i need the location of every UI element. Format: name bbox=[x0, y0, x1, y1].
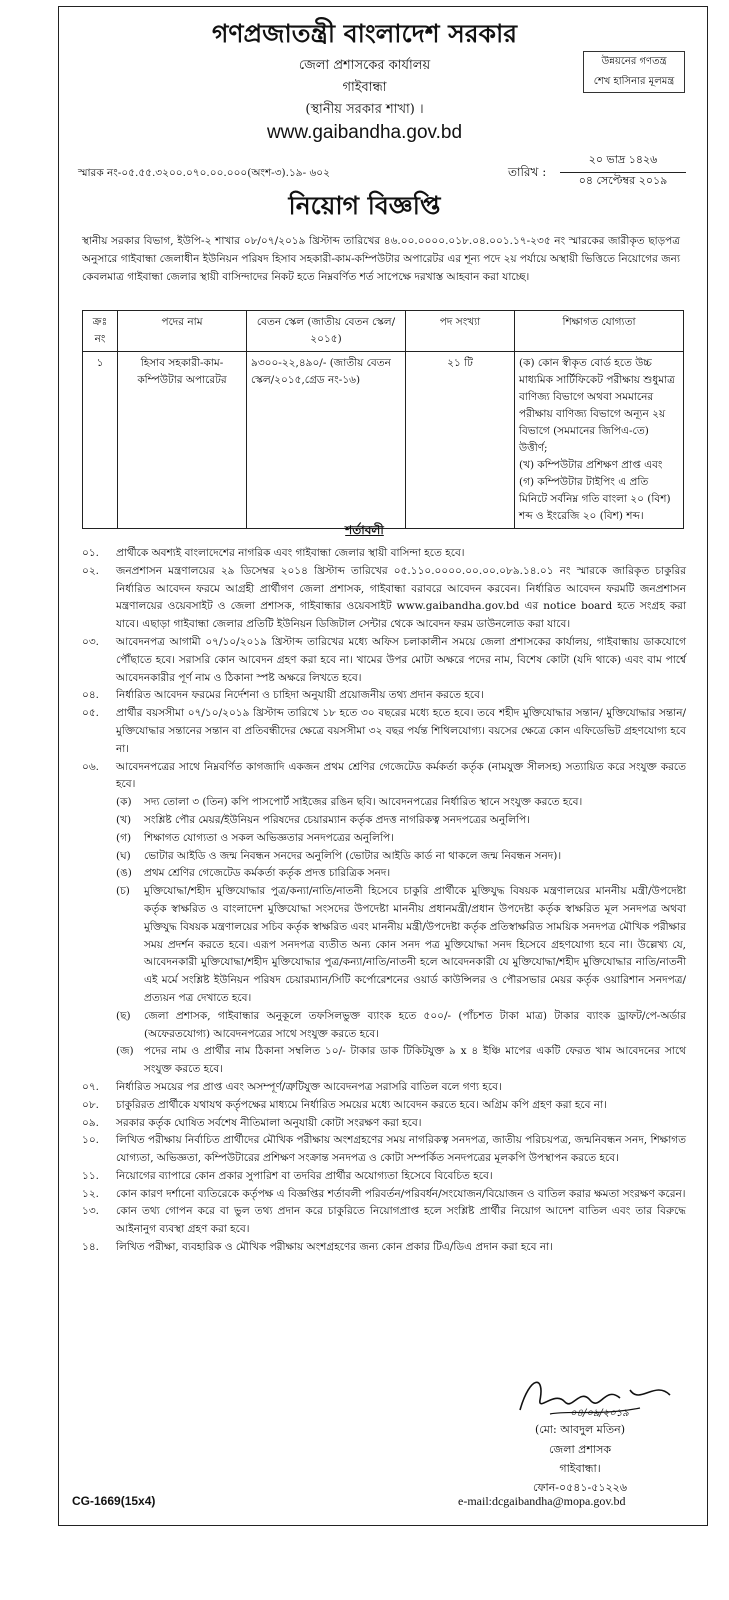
condition-number: ১২. bbox=[82, 1187, 99, 1200]
condition-number: ০১. bbox=[82, 547, 99, 559]
date-label: তারিখ : bbox=[508, 165, 547, 179]
table-header-row bbox=[83, 311, 684, 352]
col-count: পদ সংখ্যা bbox=[406, 311, 515, 352]
subcondition-item bbox=[116, 1043, 686, 1079]
subcondition-item bbox=[116, 865, 686, 883]
cell-post: হিসাব সহকারী-কাম-কম্পিউটার অপারেটর bbox=[118, 352, 247, 529]
signer-phone: ফোন-০৫৪১-৫১২২৬ bbox=[533, 1481, 627, 1494]
condition-item bbox=[78, 1079, 686, 1097]
condition-text: সরকার কর্তৃক ঘোষিত সর্বশেষ নীতিমালা অনুযায়ী কোটা সংরক্ষণ করা হবে। bbox=[116, 1116, 422, 1129]
slogan-box bbox=[583, 51, 685, 93]
condition-number: ০২. bbox=[82, 564, 99, 577]
condition-number: ০৭. bbox=[82, 1080, 99, 1093]
sub-label: (ছ) bbox=[116, 1009, 131, 1022]
condition-item bbox=[78, 1239, 686, 1257]
condition-text: নির্ধারিত আবেদন ফরমের নির্দেশনা ও চাহিদা অনুযায়ী প্রয়োজনীয় তথ্য প্রদান করতে হবে। bbox=[116, 689, 484, 702]
sub-text: শিক্ষাগত যোগ্যতা ও সকল অভিজ্ঞতার সনদপত্রের অনুলিপি। bbox=[144, 831, 394, 844]
sub-label: (খ) bbox=[116, 813, 132, 826]
subcondition-item bbox=[116, 812, 686, 830]
condition-text: লিখিত পরীক্ষায় নির্বাচিত প্রার্থীদের মৌখিক পরীক্ষায় অংশগ্রহণের সময় নাগরিকত্ব সনদপত্র, জাতীয় পরিচয়পত্র, জন্মনিবন্ধন সনদ, শিক্ষাগত যোগ্যতা, অভিজ্ঞতা, কম্পিউটারের প্রশিক্ষণ সংক্রান্ত সনদপত্র ও কোটা সম্পর্কিত সনদপত্রের মূলকপি উপস্থাপন করতে হবে। bbox=[116, 1134, 686, 1165]
condition-number: ১৪. bbox=[82, 1241, 99, 1254]
sub-text: মুক্তিযোদ্ধা/শহীদ মুক্তিযোদ্ধার পুত্র/কন্যা/নাতি/নাতনী হিসেবে চাকুরি প্রার্থীকে মুক্তিযুদ্ধ বিষয়ক মন্ত্রণালয়ের মাননীয় মন্ত্রী/উপদেষ্টা কর্তৃক স্বাক্ষরিত ও বাংলাদেশ মুক্তিযোদ্ধা সংসদের উপদেষ্টা মাননীয় প্রধানমন্ত্রী/প্রধান উপদেষ্টা কর্তৃক স্বাক্ষরিত মূল সনদপত্র অথবা মুক্তিযুদ্ধ বিষয়ক মন্ত্রণালয়ের সচিব কর্তৃক স্বাক্ষরিত এবং মাননীয় মন্ত্রী/উপদেষ্টা কর্তৃক প্রতিস্বাক্ষরিত সাময়িক সনদপত্র মৌখিক পরীক্ষার সময় প্রদর্শন করতে হবে। এরূপ সনদপত্র ব্যতীত অন্য কোন সনদ পত্র মুক্তিযোদ্ধা সনদ হিসেবে গ্রহণযোগ্য হবে না। উল্লেখ্য যে, আবেদনকারী মুক্তিযোদ্ধা/শহীদ মুক্তিযোদ্ধার পুত্র/কন্যা/নাতি/নাতনী হলে আবেদনকারী যে মুক্তিযোদ্ধা/শহীদ মুক্তিযোদ্ধার নাতি/নাতনী এই মর্মে সংশ্লিষ্ট ইউনিয়ন পরিষদ চেয়ারম্যান/সিটি কর্পোরেশনের ওয়ার্ড কাউন্সিলর ও পৌরসভার মেয়র কর্তৃক ওয়ারিশান সনদপত্র/প্রত্যয়ন পত্র দেখাতে হবে। bbox=[144, 885, 686, 1004]
table-row bbox=[83, 352, 684, 529]
sub-label: (চ) bbox=[116, 885, 130, 898]
intro-paragraph: স্থানীয় সরকার বিভাগ, ইউপি-২ শাখার ০৮/০৭/২০১৯ খ্রিস্টাব্দ তারিখের ৪৬.০০.০০০০.০১৮.০৪.০০১.১৭-২৩৫ নং স্মারকের জারীকৃত ছাড়পত্র অনুসারে গাইবান্ধা জেলাধীন ইউনিয়ন পরিষদ হিসাব সহকারী-কাম-কম্পিউটার অপারেটর এর শূন্য পদে ২য় পর্যায়ে অস্থায়ী ভিত্তিতে নিয়োগের জন্য কেবলমাত্র গাইবান্ধা জেলার স্থায়ী বাসিন্দাদের নিকট হতে নিম্নবর্ণিত শর্ত সাপেক্ষে দরখাস্ত আহবান করা যাচ্ছে। bbox=[82, 235, 680, 283]
date-bangla: ২০ ভাদ্র ১৪২৬ bbox=[560, 151, 686, 173]
government-heading: গণপ্রজাতন্ত্রী বাংলাদেশ সরকার bbox=[212, 19, 517, 48]
subcondition-item bbox=[116, 848, 686, 866]
condition-item bbox=[78, 705, 686, 758]
district-name: গাইবান্ধা bbox=[342, 80, 387, 95]
posts-table bbox=[82, 310, 684, 529]
condition-text bbox=[116, 759, 686, 1079]
qualification-item: (খ) কম্পিউটার প্রশিক্ষণ প্রাপ্ত এবং bbox=[519, 459, 663, 471]
condition-item bbox=[78, 634, 686, 687]
signer-designation: জেলা প্রশাসক bbox=[548, 1443, 612, 1456]
signature-date: ০৪/০৯/২০১৯ bbox=[570, 1408, 629, 1419]
ad-code: CG-1669(15x4) bbox=[72, 1494, 156, 1508]
branch-name: (স্থানীয় সরকার শাখা) । bbox=[305, 102, 424, 117]
condition-number: ০৫. bbox=[82, 707, 99, 720]
sub-text: প্রথম শ্রেণির গেজেটেড কর্মকর্তা কর্তৃক প্রদত্ত চারিত্রিক সনদ। bbox=[144, 867, 391, 880]
signer-name: (মো: আবদুল মতিন) bbox=[534, 1423, 626, 1436]
condition-item bbox=[78, 1097, 686, 1115]
sub-label: (ঙ) bbox=[116, 867, 132, 880]
condition-item bbox=[78, 1115, 686, 1133]
condition-number: ০৬. bbox=[82, 760, 99, 773]
condition-text: কোন তথ্য গোপন করে বা ভুল তথ্য প্রদান করে চাকুরিতে নিয়োগপ্রাপ্ত হলে সংশ্লিষ্ট প্রার্থীর নিয়োগ আদেশ বাতিল এবং তার বিরুদ্ধে আইনানুগ ব্যবস্থা গ্রহণ করা হবে। bbox=[116, 1205, 686, 1236]
col-scale: বেতন স্কেল (জাতীয় বেতন স্কেল/২০১৫) bbox=[247, 311, 406, 352]
date-english: ০৪ সেপ্টেম্বর ২০১৯ bbox=[578, 174, 668, 187]
sub-label: (ঘ) bbox=[116, 849, 131, 862]
cell-scale: ৯৩০০-২২,৪৯০/- (জাতীয় বেতন স্কেল/২০১৫,গ্রেড নং-১৬) bbox=[247, 352, 406, 529]
sub-text: পদের নাম ও প্রার্থীর নাম ঠিকানা সম্বলিত ১০/- টাকার ডাক টিকিটযুক্ত ৯ x ৪ ইঞ্চি মাপের একটি ফেরত খাম আবেদনের সাথে সংযুক্ত করতে হবে। bbox=[144, 1045, 686, 1076]
condition-text: নির্ধারিত সময়ের পর প্রাপ্ত এবং অসম্পূর্ণ/ত্রুটিযুক্ত আবেদনপত্র সরাসরি বাতিল বলে গণ্য হবে। bbox=[116, 1080, 502, 1093]
subcondition-item bbox=[116, 1008, 686, 1044]
condition-text: নিয়োগের ব্যাপারে কোন প্রকার সুপারিশ বা তদবির প্রার্থীর অযোগ্যতা হিসেবে বিবেচিত হবে। bbox=[116, 1169, 493, 1182]
condition-item bbox=[78, 563, 686, 634]
condition-text: কোন কারণ দর্শানো ব্যতিরেকে কর্তৃপক্ষ এ বিজ্ঞপ্তির শর্তাবলী পরিবর্তন/পরিবর্ধন/সংযোজন/বিয়োজন ও বাতিল করার ক্ষমতা সংরক্ষণ করেন। bbox=[116, 1187, 686, 1200]
memo-number: স্মারক নং-০৫.৫৫.৩২০০.০৭০.০০.০০০(অংশ-৩).১৯- ৬০২ bbox=[78, 167, 330, 179]
condition-item bbox=[78, 545, 686, 563]
subcondition-item bbox=[116, 883, 686, 1008]
condition-number: ০৪. bbox=[82, 689, 99, 702]
condition-lead: আবেদনপত্রের সাথে নিম্নবর্ণিত কাগজাদি একজন প্রথম শ্রেণির গেজেটেড কর্মকর্তা কর্তৃক (নামযুক্ত সীলসহ) সত্যায়িত করে সংযুক্ত করতে হবে। bbox=[116, 760, 686, 791]
condition-item bbox=[78, 1132, 686, 1168]
condition-text: চাকুরিরত প্রার্থীকে যথাযথ কর্তৃপক্ষের মাধ্যমে নির্ধারিত সময়ের মধ্যে আবেদন করতে হবে। অগ্রিম কপি গ্রহণ করা হবে না। bbox=[116, 1098, 607, 1111]
conditions-list bbox=[78, 545, 686, 1257]
cell-qualification bbox=[515, 352, 684, 529]
signer-district: গাইবান্ধা। bbox=[559, 1462, 601, 1475]
slogan-line-1: উন্নয়নের গণতন্ত্র bbox=[601, 56, 667, 67]
qualification-item: (ক) কোন স্বীকৃত বোর্ড হতে উচ্চ মাধ্যমিক সার্টিফিকেট পরীক্ষায় শুধুমাত্র বাণিজ্য বিভাগে অথবা সমমানের পরীক্ষায় বাণিজ্য বিভাগে অন্যূন ২য় বিভাগে (সমমানের জিপিএ-তে) উত্তীর্ণ; bbox=[519, 357, 675, 454]
condition-item bbox=[78, 1186, 686, 1204]
sub-text: সংশ্লিষ্ট পৌর মেয়র/ইউনিয়ন পরিষদের চেয়ারম্যান কর্তৃক প্রদত্ত নাগরিকত্ব সনদপত্রের অনুলিপি। bbox=[144, 813, 530, 826]
condition-number: ১০. bbox=[82, 1134, 99, 1147]
condition-number: ০৩. bbox=[82, 635, 99, 648]
notice-title: নিয়োগ বিজ্ঞপ্তি bbox=[288, 191, 441, 220]
condition-item bbox=[78, 1203, 686, 1239]
condition-text: জনপ্রশাসন মন্ত্রণালয়ের ২৯ ডিসেম্বর ২০১৪ খ্রিস্টাব্দ তারিখের ০৫.১১০.০০০০.০০.০০.০৮৯.১৪.০১ নং স্মারকে জারিকৃত চাকুরির নির্ধারিত আবেদন ফরমে আগ্রহী প্রার্থীগণ জেলা প্রশাসক, গাইবান্ধা বরাবরে আবেদন করবেন। নির্ধারিত আবেদন ফরমটি জনপ্রশাসন মন্ত্রণালয়ের ওয়েবসাইট ও জেলা প্রশাসক, গাইবান্ধার ওয়েবসাইট www.gaibandha.gov.bd এর notice board হতে সংগ্রহ করা যাবে। এছাড়া গাইবান্ধা জেলার প্রতিটি ইউনিয়ন ডিজিটাল সেন্টার থেকে আবেদন ফরম ডাউনলোড করা যাবে। bbox=[116, 564, 686, 631]
cell-count: ২১ টি bbox=[406, 352, 515, 529]
office-name: জেলা প্রশাসকের কার্যালয় bbox=[298, 58, 431, 73]
condition-number: ০৮. bbox=[82, 1098, 99, 1111]
subcondition-item bbox=[116, 830, 686, 848]
col-post: পদের নাম bbox=[118, 311, 247, 352]
conditions-title: শর্তাবলী bbox=[345, 523, 384, 537]
condition-item bbox=[78, 687, 686, 705]
col-serial: ক্রঃ নং bbox=[83, 311, 118, 352]
signature bbox=[510, 1370, 680, 1422]
condition-item bbox=[78, 759, 686, 1079]
sub-text: ভোটার আইডি ও জন্ম নিবন্ধন সনদের অনুলিপি (ভোটার আইডি কার্ড না থাকলে জন্ম নিবন্ধন সনদ)। bbox=[144, 849, 562, 862]
condition-item bbox=[78, 1168, 686, 1186]
condition-text: প্রার্থীর বয়সসীমা ০৭/১০/২০১৯ খ্রিস্টাব্দ তারিখে ১৮ হতে ৩০ বছরের মধ্যে হতে হবে। তবে শহীদ মুক্তিযোদ্ধার সন্তান/ মুক্তিযোদ্ধার সন্তান/মুক্তিযোদ্ধার সন্তানের সন্তান বা প্রতিবন্ধীদের ক্ষেত্রে বয়সসীমা ৩২ বছর পর্যন্ত শিথিলযোগ্য। বয়সের ক্ষেত্রে কোন এফিডেভিট গ্রহণযোগ্য হবে না। bbox=[116, 707, 686, 755]
subcondition-item bbox=[116, 794, 686, 812]
sub-text: জেলা প্রশাসক, গাইবান্ধার অনুকূলে তফসিলভুক্ত ব্যাংক হতে ৫০০/- (পাঁচশত টাকা মাত্র) টাকার ব্যাংক ড্রাফট/পে-অর্ডার (অফেরতযোগ্য) আবেদনপত্রের সাথে সংযুক্ত করতে হবে। bbox=[144, 1009, 686, 1040]
condition-number: ১৩. bbox=[82, 1205, 99, 1218]
condition-text: লিখিত পরীক্ষা, ব্যবহারিক ও মৌখিক পরীক্ষায় অংশগ্রহণের জন্য কোন প্রকার টিএ/ডিএ প্রদান করা হবে না। bbox=[116, 1241, 553, 1254]
col-qualification: শিক্ষাগত যোগ্যতা bbox=[515, 311, 684, 352]
slogan-line-2: শেখ হাসিনার মূলমন্ত্র bbox=[593, 76, 675, 87]
sub-label: (জ) bbox=[116, 1045, 134, 1058]
sub-text: সদ্য তোলা ৩ (তিন) কপি পাসপোর্ট সাইজের রঙিন ছবি। আবেদনপত্রের নির্ধারিত স্থানে সংযুক্ত করতে হবে। bbox=[144, 796, 583, 809]
cell-serial: ১ bbox=[83, 352, 118, 529]
condition-number: ০৯. bbox=[82, 1116, 99, 1129]
sub-label: (গ) bbox=[116, 831, 132, 844]
qualification-item: (গ) কম্পিউটার টাইপিং এ প্রতি মিনিটে সর্বনিম্ন গতি বাংলা ২০ (বিশ) শব্দ ও ইংরেজি ২০ (বিশ) শব্দ। bbox=[519, 476, 671, 522]
condition-number: ১১. bbox=[82, 1169, 99, 1182]
sub-label: (ক) bbox=[116, 796, 132, 809]
condition-text: প্রার্থীকে অবশ্যই বাংলাদেশের নাগরিক এবং গাইবান্ধা জেলার স্থায়ী বাসিন্দা হতে হবে। bbox=[116, 547, 465, 559]
signer-email[interactable]: e-mail:dcgaibandha@mopa.gov.bd bbox=[458, 1494, 626, 1508]
condition-text: আবেদনপত্র আগামী ০৭/১০/২০১৯ খ্রিস্টাব্দ তারিখের মধ্যে অফিস চলাকালীন সময়ে জেলা প্রশাসকের কার্যালয়, গাইবান্ধায় ডাকযোগে পৌঁছাতে হবে। সরাসরি কোন আবেদন গ্রহণ করা হবে না। খামের উপর মোটা অক্ষরে পদের নাম, বিশেষ কোটা (যদি থাকে) এবং বাম পার্শ্বে আবেদনকারীর পূর্ণ নাম ও ঠিকানা স্পষ্ট অক্ষরে লিখতে হবে। bbox=[116, 635, 686, 684]
website-link[interactable]: www.gaibandha.gov.bd bbox=[266, 122, 463, 143]
